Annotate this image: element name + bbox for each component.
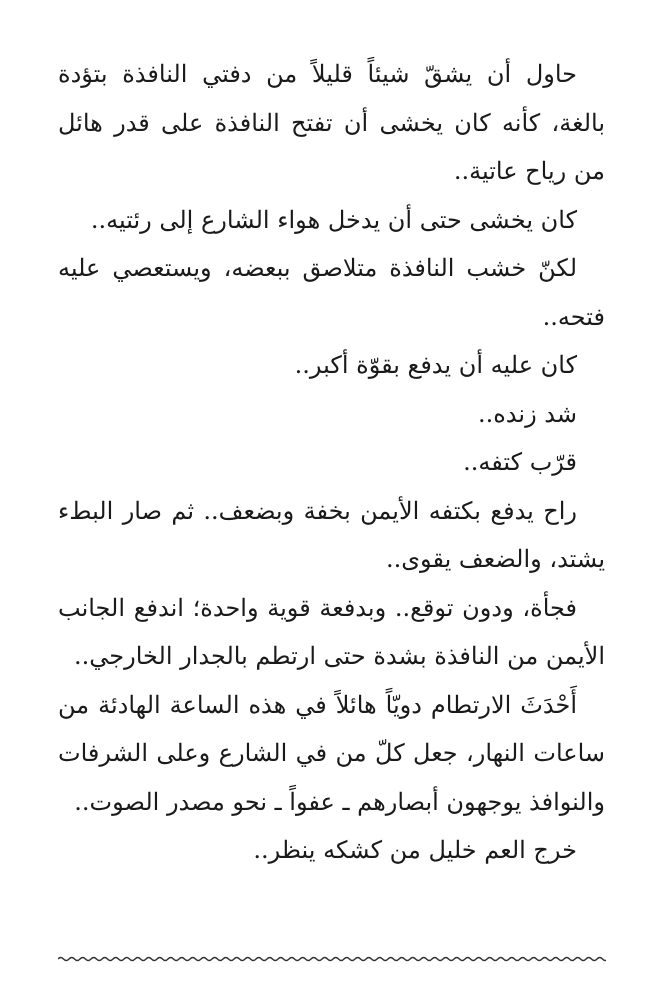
paragraph: حاول أن يشقّ شيئاً قليلاً من دفتي النافذة بتؤدة بالغة، كأنه كان يخشى أن تفتح النافذة على قدر هائل من رياح عاتية.. (58, 60, 606, 185)
paragraph: كان يخشى حتى أن يدخل هواء الشارع إلى رئتيه.. (90, 205, 577, 234)
paragraph: كان عليه أن يدفع بقوّة أكبر.. (294, 351, 577, 379)
paragraph: شد زنده.. (477, 399, 577, 428)
paragraph: أَحْدَثَ الارتطام دويّاً هائلاً في هذه الساعة الهادئة من ساعات النهار، جعل كلّ من في الشارع وعلى الشرفات والنوافذ يوجهون أبصارهم ـ عفواً ـ نحو مصدر الصوت.. (58, 690, 605, 816)
paragraph: خرج العم خليل من كشكه ينظر.. (253, 836, 577, 864)
paragraph: لكنّ خشب النافذة متلاصق ببعضه، ويستعصي عليه فتحه.. (58, 254, 605, 331)
paragraph: فجأة، ودون توقع.. وبدفعة قوية واحدة؛ اندفع الجانب الأيمن من النافذة بشدة حتى ارتطم بالجدار الخارجي.. (58, 593, 605, 670)
paragraph: قرّب كتفه.. (463, 448, 577, 476)
wavy-section-divider (58, 952, 606, 966)
body-text (58, 50, 605, 875)
paragraph: راح يدفع بكتفه الأيمن بخفة وبضعف.. ثم صار البطء يشتد، والضعف يقوى.. (58, 496, 605, 573)
